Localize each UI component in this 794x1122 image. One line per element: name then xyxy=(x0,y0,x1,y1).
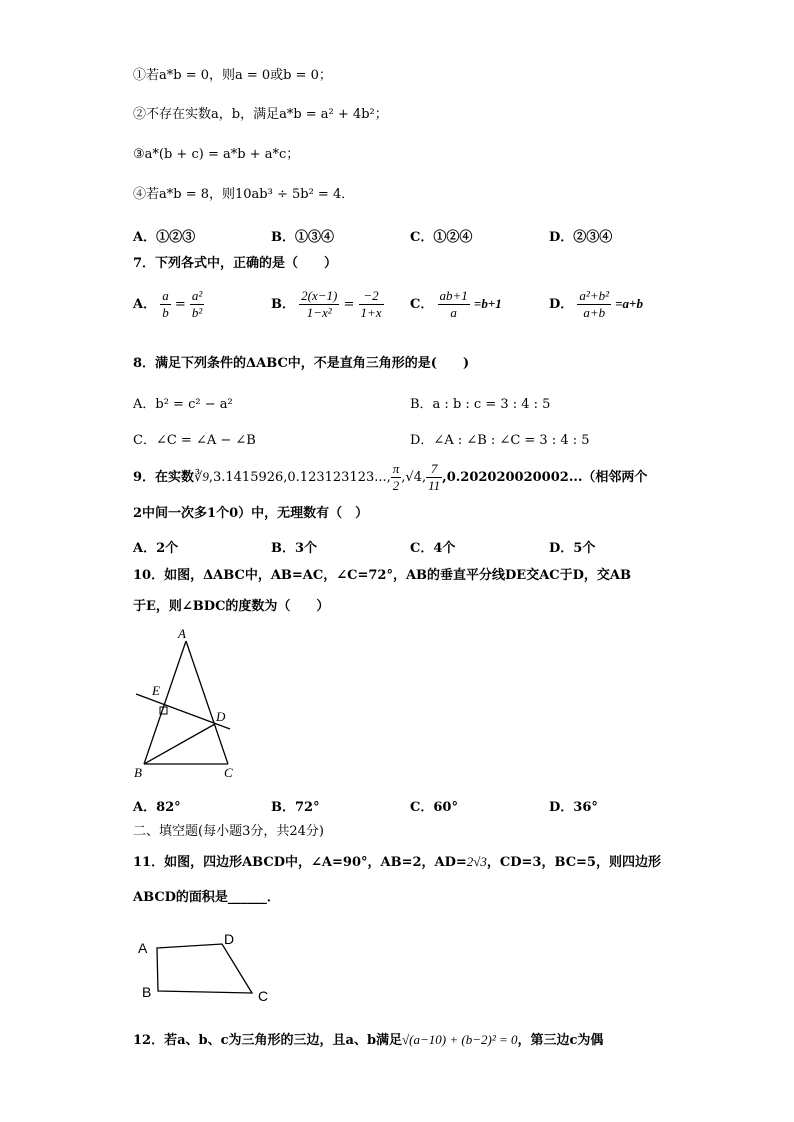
segment-bd xyxy=(144,724,215,764)
section-2-title: 二、填空题(每小题3分，共24分) xyxy=(133,824,324,839)
q7-option-c xyxy=(410,288,502,321)
q9-line-2: 2中间一次多1个0）中，无理数有（ ） xyxy=(133,506,369,521)
q9-7-11-frac xyxy=(426,461,442,494)
q11-ad-value: 2√3 xyxy=(466,854,487,869)
q7-d-frac xyxy=(577,288,611,321)
q6-option-d: D．②③④ xyxy=(549,230,613,245)
q8-stem: 8．满足下列条件的ΔABC中，不是直角三角形的是( ) xyxy=(133,356,470,371)
q6-statement-3: ③a*(b + c) = a*b + a*c； xyxy=(133,147,300,162)
label-a: A xyxy=(178,626,186,641)
frac-num: 2(x−1) xyxy=(301,288,338,303)
frac-den: 2 xyxy=(392,478,400,493)
q9-pi-frac xyxy=(391,461,402,494)
q7-d-label: D． xyxy=(549,297,574,312)
q6-option-a: A．①②③ xyxy=(133,230,196,245)
q12-text-a: 12．若a、b、c为三角形的三边，且a、b满足 xyxy=(133,1033,403,1048)
q10-triangle-figure xyxy=(130,625,240,780)
q10-line-2: 于E，则∠BDC的度数为（ ） xyxy=(133,599,330,614)
frac-num: a² xyxy=(191,288,203,303)
q7-d-rhs: =a+b xyxy=(615,296,643,311)
q7-b-label: B． xyxy=(271,297,295,312)
label-b: B xyxy=(142,984,152,1000)
q7-c-frac xyxy=(438,288,470,321)
frac-den: a xyxy=(450,305,457,320)
frac-num: a²+b² xyxy=(579,288,609,303)
q9-option-d: D．5个 xyxy=(549,541,596,556)
frac-den: 11 xyxy=(428,478,441,493)
q11-line-2: ABCD的面积是______． xyxy=(133,890,280,905)
q7-stem: 7．下列各式中，正确的是（ ） xyxy=(133,256,338,271)
q8-option-d: D．∠A : ∠B : ∠C = 3 : 4 : 5 xyxy=(410,433,590,448)
q12-text-c: ，第三边c为偶 xyxy=(517,1033,604,1048)
q9-option-c: C．4个 xyxy=(410,541,456,556)
label-a: A xyxy=(138,940,148,956)
q10-option-c: C．60° xyxy=(410,800,458,815)
q7-a-label: A． xyxy=(133,297,157,312)
q6-option-b: B．①③④ xyxy=(271,230,334,245)
label-c: C xyxy=(224,765,233,780)
frac-den: a+b xyxy=(583,305,606,320)
q7-c-label: C． xyxy=(410,297,434,312)
q11-line-1 xyxy=(133,853,661,872)
label-d: D xyxy=(216,709,226,724)
q11-quadrilateral-figure xyxy=(130,925,280,1010)
q10-option-b: B．72° xyxy=(271,800,320,815)
q10-line-1: 10．如图，ΔABC中，AB=AC，∠C=72°，AB的垂直平分线DE交AC于D，交AB xyxy=(133,568,631,583)
q9-sqrt4: ,√4, xyxy=(401,470,427,485)
label-e: E xyxy=(152,683,160,698)
quadrilateral-abcd xyxy=(157,944,252,993)
q7-a-rhs xyxy=(190,288,204,321)
q12-line-1 xyxy=(133,1031,603,1050)
frac-den: b² xyxy=(191,305,203,320)
frac-den: b xyxy=(162,305,169,320)
q7-option-d xyxy=(549,288,643,321)
q6-statement-4: ④若a*b = 8，则10ab³ ÷ 5b² = 4． xyxy=(133,187,355,202)
q6-option-c: C．①②④ xyxy=(410,230,473,245)
side-ac xyxy=(186,641,228,764)
q9-seq1: ,3.1415926,0.123123123..., xyxy=(208,470,391,485)
frac-num: −2 xyxy=(359,288,384,305)
q8-option-c: C．∠C = ∠A − ∠B xyxy=(133,433,256,448)
label-d: D xyxy=(224,931,235,947)
q12-expression: √(a−10) + (b−2)² = 0 xyxy=(402,1032,518,1047)
q10-option-d: D．36° xyxy=(549,800,598,815)
frac-num: a xyxy=(162,288,169,303)
q8-option-b: B．a : b : c = 3 : 4 : 5 xyxy=(410,397,551,412)
side-ab xyxy=(144,641,186,764)
q9-seq2: ,0.202020020002...（相邻两个 xyxy=(442,470,648,485)
q7-a-lhs xyxy=(160,288,171,321)
q7-option-a: A． $\frac{a}{b}$ = $\frac{\text{a²}}{\text{b²}}$ xyxy=(133,288,203,320)
frac-den: 1+x xyxy=(360,305,382,320)
label-c: C xyxy=(258,988,269,1004)
frac-den: 1−x² xyxy=(306,305,332,320)
q10-option-a: A．82° xyxy=(133,800,181,815)
q9-option-b: B．3个 xyxy=(271,541,318,556)
frac-num: ab+1 xyxy=(439,288,468,303)
q9-cbrt: ∛9 xyxy=(194,469,209,484)
label-b: B xyxy=(134,765,142,780)
q7-c-rhs: =b+1 xyxy=(473,296,502,311)
q6-statement-1: ①若a*b = 0，则a = 0或b = 0； xyxy=(133,68,332,83)
q9-line-1 xyxy=(133,460,647,495)
q6-statement-2: ②不存在实数a，b，满足a*b = a² + 4b²； xyxy=(133,107,388,122)
q7-b-lhs xyxy=(299,288,339,321)
q7-option-b: B． $\frac{2(x-1)}{\text{1−x²}}$ = $\frac{-2}{1+x}$ xyxy=(271,288,382,320)
q8-option-a: A．b² = c² − a² xyxy=(133,397,233,412)
q9-prefix: 9．在实数 xyxy=(133,470,195,485)
frac-num: 7 xyxy=(426,461,442,478)
q11-text-a: 11．如图，四边形ABCD中，∠A=90°，AB=2，AD= xyxy=(133,855,467,870)
q9-option-a: A．2个 xyxy=(133,541,179,556)
q11-text-c: ，CD=3，BC=5，则四边形 xyxy=(486,855,661,870)
frac-num: π xyxy=(392,461,400,476)
q7-b-rhs xyxy=(359,288,384,321)
